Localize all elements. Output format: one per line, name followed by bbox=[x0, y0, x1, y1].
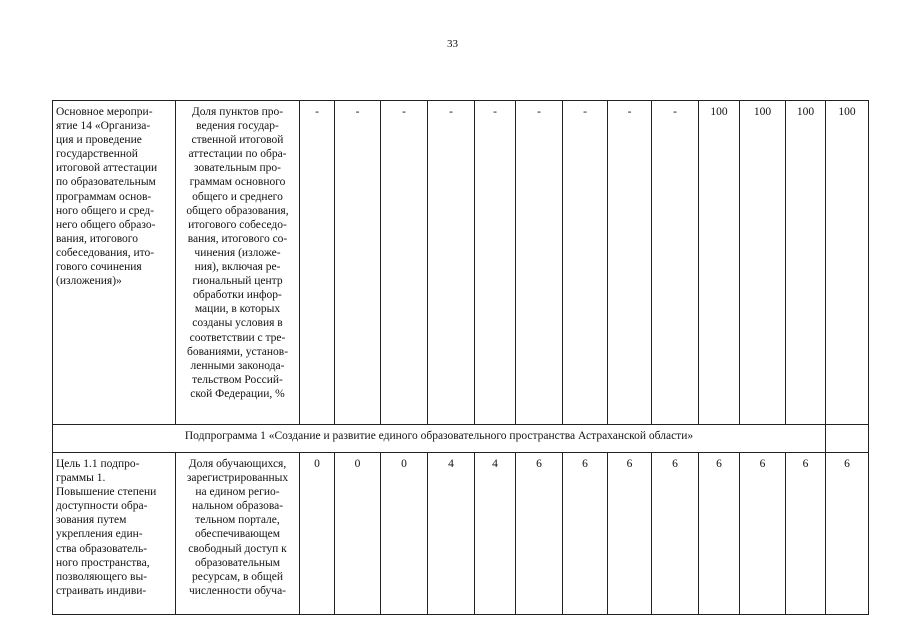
cell-text-line: мации, в которых bbox=[194, 303, 281, 316]
value-cell-7: 6 bbox=[563, 453, 608, 615]
value-cell-12: 6 bbox=[786, 453, 826, 615]
cell-text-line: (изложения)» bbox=[56, 275, 122, 288]
cell-text-line: общего образования, bbox=[186, 204, 289, 217]
value-cell-5: - bbox=[475, 101, 516, 425]
cell-text-line: обеспечивающем bbox=[194, 528, 281, 541]
value-cell-1: - bbox=[300, 101, 335, 425]
cell-text-line: ресурсам, в общей bbox=[192, 570, 283, 583]
value-cell-11: 6 bbox=[740, 453, 786, 615]
cell-text-line: ведения государ- bbox=[196, 120, 279, 133]
value-cell-5: 4 bbox=[475, 453, 516, 615]
goal-name-cell bbox=[53, 453, 176, 615]
cell-text-line: созданы условия в bbox=[192, 317, 283, 330]
cell-text-line: страивать индиви- bbox=[56, 584, 147, 597]
cell-text-line: ленными законода- bbox=[190, 359, 285, 372]
cell-text-line: него общего образо- bbox=[56, 218, 156, 231]
cell-text-line: чинения (изложе- bbox=[194, 246, 281, 259]
value-cell-11: 100 bbox=[740, 101, 786, 425]
cell-text-line: гового сочинения bbox=[56, 261, 142, 274]
cell-text-line: Цель 1.1 подпро- bbox=[56, 458, 140, 470]
value-cell-9: - bbox=[652, 101, 699, 425]
cell-text-line: Доля обучающихся, bbox=[188, 458, 287, 470]
subprogram-row bbox=[53, 425, 869, 453]
cell-text-line: аттестации по обра- bbox=[188, 148, 287, 161]
cell-text-line: программам основ- bbox=[56, 190, 152, 203]
cell-text-line: вания, итогового со- bbox=[187, 232, 288, 245]
indicator-name-cell bbox=[176, 453, 300, 615]
value-cell-3: 0 bbox=[381, 453, 428, 615]
value-cell-2: - bbox=[335, 101, 381, 425]
cell-text-line: образовательным bbox=[194, 556, 281, 569]
cell-text-line: ства образователь- bbox=[56, 542, 148, 555]
value-cell-4: - bbox=[428, 101, 475, 425]
cell-text-line: тельном портале, bbox=[195, 514, 280, 527]
cell-text-line: Основное меропри- bbox=[56, 106, 153, 118]
cell-text-line: бованиями, установ- bbox=[186, 345, 289, 358]
value-cell-4: 4 bbox=[428, 453, 475, 615]
value-cell-13: 6 bbox=[826, 453, 869, 615]
table-row-goal-1-1 bbox=[53, 453, 869, 615]
value-cell-12: 100 bbox=[786, 101, 826, 425]
cell-text-line: соответствии с тре- bbox=[189, 331, 286, 344]
cell-text-line: итогового собеседо- bbox=[188, 218, 287, 231]
cell-text-line: обработки инфор- bbox=[193, 289, 282, 302]
value-cell-1: 0 bbox=[300, 453, 335, 615]
value-cell-10: 6 bbox=[699, 453, 740, 615]
cell-text-line: граммам основного bbox=[189, 176, 286, 189]
cell-text-line: граммы 1. bbox=[56, 472, 106, 485]
value-cell-8: - bbox=[608, 101, 652, 425]
page-number: 33 bbox=[447, 38, 458, 50]
cell-text-line: доступности обра- bbox=[56, 500, 148, 513]
value-cell-6: - bbox=[516, 101, 563, 425]
cell-text-line: зовательным про- bbox=[194, 162, 281, 175]
cell-text-line: государственной bbox=[56, 148, 138, 161]
value-cell-7: - bbox=[563, 101, 608, 425]
table-row-measure-14 bbox=[53, 101, 869, 425]
cell-text-line: ственной итоговой bbox=[191, 134, 284, 147]
cell-text-line: Повышение степени bbox=[56, 486, 157, 499]
subprogram-title: Подпрограмма 1 «Создание и развитие единого образовательного пространства Астраханской области» bbox=[53, 425, 826, 453]
cell-text-line: ного пространства, bbox=[56, 556, 150, 569]
cell-text-line: ция и проведение bbox=[56, 134, 142, 147]
cell-text-line: ного общего и сред- bbox=[56, 204, 155, 217]
value-cell-10: 100 bbox=[699, 101, 740, 425]
cell-text-line: ния), включая ре- bbox=[194, 261, 281, 274]
cell-text-line: ской Федерации, % bbox=[190, 387, 285, 400]
cell-text-line: гиональный центр bbox=[192, 275, 283, 288]
cell-text-line: собеседования, ито- bbox=[56, 246, 155, 259]
cell-text-line: общего и среднего bbox=[192, 190, 283, 203]
value-cell-3: - bbox=[381, 101, 428, 425]
cell-text-line: позволяющего вы- bbox=[56, 570, 148, 583]
value-cell-9: 6 bbox=[652, 453, 699, 615]
cell-text-line: численности обуча- bbox=[188, 584, 287, 597]
cell-text-line: Доля пунктов про- bbox=[191, 106, 284, 118]
cell-text-line: итоговой аттестации bbox=[56, 162, 158, 175]
cell-text-line: зования путем bbox=[56, 514, 127, 527]
value-cell-8: 6 bbox=[608, 453, 652, 615]
cell-text-line: свободный доступ к bbox=[188, 542, 287, 555]
cell-text-line: ятие 14 «Организа- bbox=[56, 120, 151, 133]
measure-name-cell bbox=[53, 101, 176, 425]
cell-text-line: по образовательным bbox=[56, 176, 156, 189]
cell-text-line: укрепления един- bbox=[56, 528, 143, 541]
cell-text-line: вания, итогового bbox=[56, 232, 138, 245]
cell-text-line: нальном образова- bbox=[191, 500, 284, 513]
indicators-table bbox=[52, 100, 869, 615]
value-cell-13: 100 bbox=[826, 101, 869, 425]
value-cell-6: 6 bbox=[516, 453, 563, 615]
cell-text-line: на едином регио- bbox=[195, 486, 280, 499]
value-cell-2: 0 bbox=[335, 453, 381, 615]
cell-text-line: тельством Россий- bbox=[192, 373, 283, 386]
indicator-name-cell bbox=[176, 101, 300, 425]
empty-cell bbox=[826, 425, 869, 453]
cell-text-line: зарегистрированных bbox=[186, 472, 289, 485]
